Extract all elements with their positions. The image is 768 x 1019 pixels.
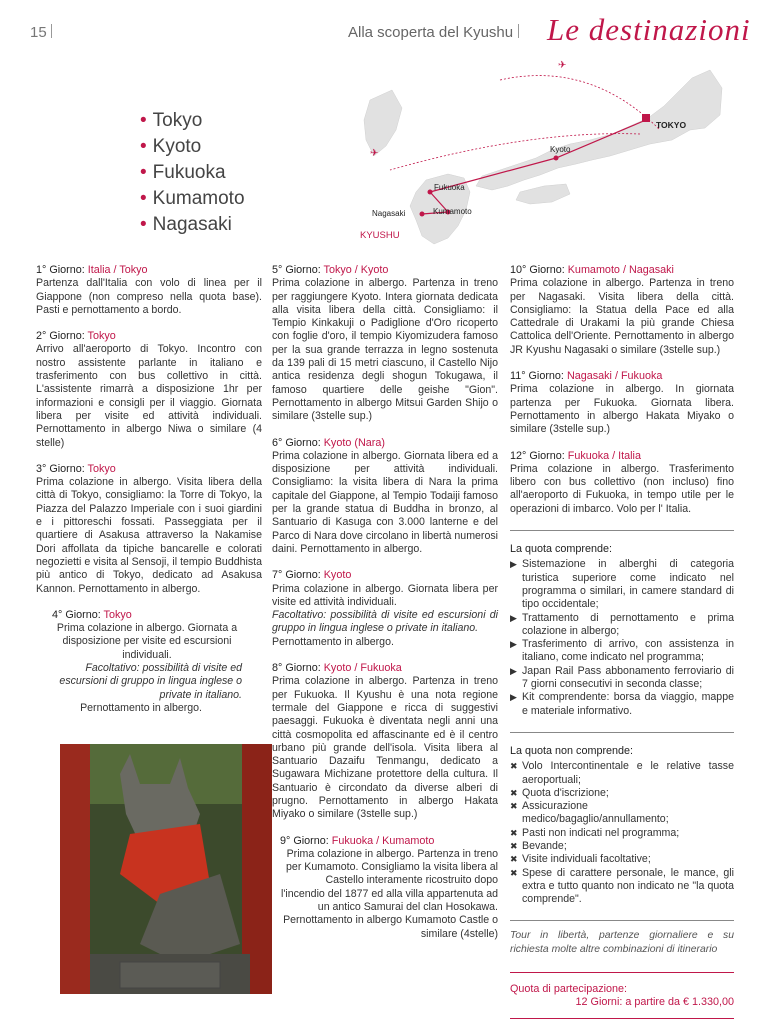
list-item: ▶ Trattamento di pernottamento e prima colazione in albergo; <box>510 611 734 637</box>
triangle-bullet-icon: ▶ <box>510 639 517 650</box>
cross-bullet-icon: ✖ <box>510 827 518 838</box>
list-item: • Fukuoka <box>140 162 226 183</box>
cross-bullet-icon: ✖ <box>510 787 518 798</box>
day-11: 11° Giorno: Nagasaki / Fukuoka Prima colazione in albergo. In giornata partenza per Fukuoka. Giornata libera. Pernottamento in albergo Hakata Miyako o similare (3stelle sup.) <box>510 370 734 436</box>
triangle-bullet-icon: ▶ <box>510 665 517 676</box>
triangle-bullet-icon: ▶ <box>510 612 517 623</box>
japan-route-map <box>330 60 730 260</box>
map-label-kyoto: Kyoto <box>550 145 571 154</box>
list-item: ✖ Assicurazione medico/bagaglio/annullamento; <box>510 800 669 826</box>
map-label-nagasaki: Nagasaki <box>372 209 406 218</box>
triangle-bullet-icon: ▶ <box>510 692 517 703</box>
list-item: ▶ Kit comprendente: borsa da viaggio, mappe e materiale informativo. <box>510 691 734 717</box>
includes-title: La quota comprende: <box>510 543 613 556</box>
city-list <box>140 108 245 238</box>
day-5: 5° Giorno: Tokyo / Kyoto Prima colazione in albergo. Partenza in treno per raggiungere Kyoto. Intera giornata dedicata alla visita libera della città. Consigliamo: il Tempio Kinkakuji o Padiglione d'Oro ricoperto con foglie d'oro, il tempio Kiyomizudera famoso per la sua grande terrazza in legno sostenuta da 139 pali di 15 metri ciascuno, il Castello Nijo antica residenza degli shogun Tokugawa, il famoso quartiere delle geishe "Gion". Pernottamento in albergo Mitsui Garden Shijo o similare (3stelle sup.) <box>272 264 498 423</box>
map-label-kyushu: KYUSHU <box>360 230 400 241</box>
price-box <box>510 972 734 1019</box>
list-item: ✖ Visite individuali facoltative; <box>510 853 651 866</box>
cross-bullet-icon: ✖ <box>510 840 518 851</box>
plane-icon: ✈ <box>558 60 567 71</box>
list-item: • Kyoto <box>140 136 202 157</box>
cross-bullet-icon: ✖ <box>510 854 518 865</box>
itinerary-column-2 <box>272 264 498 954</box>
itinerary-column-1 <box>36 264 262 728</box>
section-title: Le destinazioni <box>547 12 751 47</box>
day-6: 6° Giorno: Kyoto (Nara) Prima colazione in albergo. Giornata libera ed a disposizione per attività individuali. Consigliamo: la visita libera di Nara la prima capitale del Giappone, al Tempio Todaiji famoso per la grande statua di Buddha in bronzo, al Santuario di Kasuga con 3.000 lanterne e del Parco di Nara dove circolano in libertà numerosi daini. Pernottamento in albergo. <box>272 436 498 555</box>
day-10: 10° Giorno: Kumamoto / Nagasaki Prima colazione in albergo. Partenza in treno per Nagasaki. Visita libera della città. Consigliamo: la Statua della Pace ed alla Cattedrale di Urakami la più grande Chiesa Cattolica dell'Oriente. Pernottamento in albergo JR Kyushu Nagasaki o similare (3stelle sup.) <box>510 264 734 356</box>
day-7: 7° Giorno: Kyoto Prima colazione in albergo. Giornata libera per visite ed attività individuali. Facoltativo: possibilità di visite ed escursioni di gruppo in lingua inglese o private in italiano. Pernottamento in albergo. <box>272 569 498 648</box>
fox-statue-photo <box>60 744 272 994</box>
list-item: ✖ Pasti non indicati nel programma; <box>510 826 680 839</box>
list-item: ✖ Quota d'iscrizione; <box>510 786 609 799</box>
cross-bullet-icon: ✖ <box>510 867 518 878</box>
list-item: • Kumamoto <box>140 188 245 209</box>
list-item: ✖ Spese di carattere personale, le mance, gli extra e tutto quanto non indicato ne "la quota comprende". <box>510 866 734 906</box>
includes-section <box>510 543 734 718</box>
map-label-kumamoto: Kumamoto <box>433 207 472 216</box>
land-shape <box>364 70 722 244</box>
price-value: 12 Giorni: a partire da € 1.330,00 <box>575 996 734 1009</box>
excludes-title: La quota non comprende: <box>510 744 634 757</box>
itinerary-column-3 <box>510 264 734 1019</box>
list-item: ▶ Sistemazione in alberghi di categoria turistica superiore come indicato nel programma o similari, in camere standard di tipo occidentale; <box>510 558 734 611</box>
cross-bullet-icon: ✖ <box>510 801 518 812</box>
price-title: Quota di partecipazione: <box>510 983 628 996</box>
day-8: 8° Giorno: Kyoto / Fukuoka Prima colazione in albergo. Partenza in treno per Fukuoka. Il Kyushu è una nota regione termale del Giappone e ricca di suggestivi paesaggi. Fukuoka è diventata negli anni una città cosmopolita ed affascinante ed è il centro urbano più grande dell'isola. Visita libera al Santuario Dazaifu Tenmangu, dedicato a Sugawara Michizane protettore della cultura. Il Santuario è circondato da diverse alberi di prugno. Pernottamento in albergo Hakata Miyako o similare (3stelle sup.) <box>272 662 498 821</box>
day-2: 2° Giorno: Tokyo Arrivo all'aeroporto di Tokyo. Incontro con nostro assistente parlante in italiano e trasferimento con bus collettivo in città. L'assistente rimarrà a disposizione 1hr per informazioni e consigli per il viaggio. Giornata libera per visite ed attività individuali. Pernottamento in albergo Niwa o similare (4 stelle) <box>36 330 262 449</box>
list-item: • Tokyo <box>140 110 203 131</box>
fukuoka-marker <box>428 190 433 195</box>
list-item: ▶ Japan Rail Pass abbonamento ferroviario di 7 giorni consecutivi in seconda classe; <box>510 664 734 691</box>
list-item: ✖ Bevande; <box>510 839 567 852</box>
list-item: ▶ Trasferimento di arrivo, con assistenza in italiano, come indicato nel programma; <box>510 638 734 664</box>
list-item: • Nagasaki <box>140 214 232 235</box>
day-9: 9° Giorno: Fukuoka / Kumamoto Prima colazione in albergo. Partenza in treno per Kumamoto. Consigliamo la visita libera al Castello interamente ricostruito dopo l'incendio del 1877 ed alla villa appartenuta ad un antico Samurai del clan Hosokawa. Pernottamento in albergo Kumamoto Castle o similare (4stelle) <box>280 834 498 940</box>
divider <box>510 732 734 733</box>
triangle-bullet-icon: ▶ <box>510 559 517 570</box>
tokyo-marker <box>642 114 650 122</box>
kyoto-marker <box>554 156 559 161</box>
day-12: 12° Giorno: Fukuoka / Italia Prima colazione in albergo. Trasferimento libero con bus collettivo (non incluso) fino all'aeroporto di Fukuoka, in tempo utile per le operazioni di imbarco. Volo per l' Italia. <box>510 449 734 515</box>
divider <box>510 530 734 531</box>
page-number: 15 <box>30 24 52 41</box>
day-1: 1° Giorno: Italia / Tokyo Partenza dall'Italia con volo di linea per il Giappone (non compreso nella quota base). Pasti e pernottamento a bordo. <box>36 264 262 316</box>
excludes-section <box>510 745 734 907</box>
map-label-tokyo: TOKYO <box>656 120 687 130</box>
header-title: Alla scoperta del Kyushu <box>348 24 519 41</box>
nagasaki-marker <box>420 212 425 217</box>
flight-path-in <box>500 76 660 130</box>
day-4: 4° Giorno: Tokyo Prima colazione in albergo. Giornata a disposizione per visite ed escursioni individuali. Facoltativo: possibilità di visite ed escursioni di gruppo in lingua inglese o private in italiano. Pernottamento in albergo. <box>52 608 242 714</box>
map-label-fukuoka: Fukuoka <box>434 183 465 192</box>
plane-icon: ✈ <box>370 148 379 159</box>
cross-bullet-icon: ✖ <box>510 761 518 772</box>
list-item: ✖ Volo Intercontinentale e le relative tasse aeroportuali; <box>510 760 734 786</box>
day-3: 3° Giorno: Tokyo Prima colazione in albergo. Visita libera della città di Tokyo, consigliamo: la Torre di Tokyo, la Piazza del Palazzo Imperiale con i suoi giardini e i pittoreschi fossati. Passeggiata per il quartiere di Asakusa attraverso la Nakamise Dori affollata da tipiche bancarelle e colorati negozietti e visita al Sensoji, il tempio Buddhista più antico di Tokyo, dedicato ad Asakusa Kannon. Pernottamento in albergo. <box>36 462 262 595</box>
itinerary-note: Tour in libertà, partenze giornaliere e su richiesta molte altre combinazioni di itinerario <box>510 930 734 955</box>
